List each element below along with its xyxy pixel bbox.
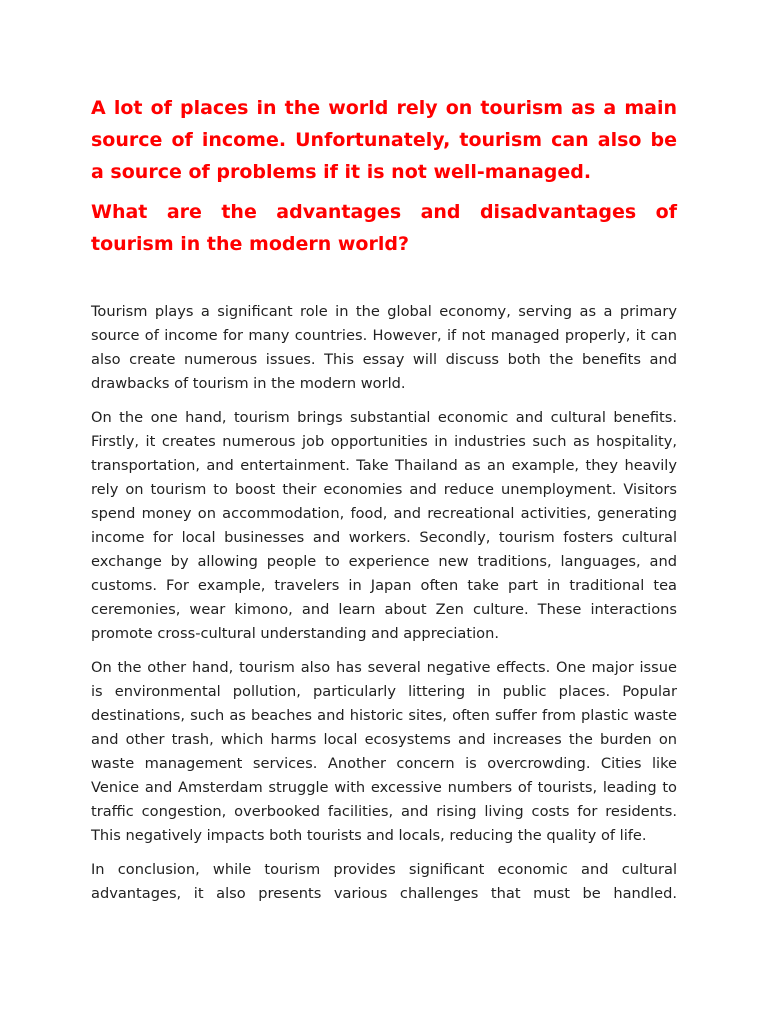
essay-body <box>91 300 677 906</box>
essay-paragraph-introduction: Tourism plays a significant role in the global economy, serving as a primary source of income for many countries. However, if not managed properly, it can also create numerous issues. This essay will discuss both the benefits and drawbacks of tourism in the modern world. <box>91 303 677 392</box>
prompt-statement: A lot of places in the world rely on tourism as a main source of income. Unfortunately, tourism can also be a source of problems if it is not well-managed. <box>91 97 677 183</box>
essay-paragraph-disadvantages: On the other hand, tourism also has several negative effects. One major issue is environmental pollution, particularly littering in public places. Popular destinations, such as beaches and historic sites, often suffer from plastic waste and other trash, which harms local ecosystems and increases the burden on waste management services. Another concern is overcrowding. Cities like Venice and Amsterdam struggle with excessive numbers of tourists, leading to traffic congestion, overbooked facilities, and rising living costs for residents. This negatively impacts both tourists and locals, reducing the quality of life. <box>91 659 677 844</box>
essay-paragraph-advantages: On the one hand, tourism brings substantial economic and cultural benefits. Firstly, it creates numerous job opportunities in industries such as hospitality, transportation, and entertainment. Take Thailand as an example, they heavily rely on tourism to boost their economies and reduce unemployment. Visitors spend money on accommodation, food, and recreational activities, generating income for local businesses and workers. Secondly, tourism fosters cultural exchange by allowing people to experience new traditions, languages, and customs. For example, travelers in Japan often take part in traditional tea ceremonies, wear kimono, and learn about Zen culture. These interactions promote cross-cultural understanding and appreciation. <box>91 409 677 642</box>
prompt-question: What are the advantages and disadvantages of tourism in the modern world? <box>91 201 677 255</box>
document-page <box>91 92 677 916</box>
essay-paragraph-conclusion: In conclusion, while tourism provides significant economic and cultural advantages, it also presents various challenges that must be handled. <box>91 861 677 902</box>
